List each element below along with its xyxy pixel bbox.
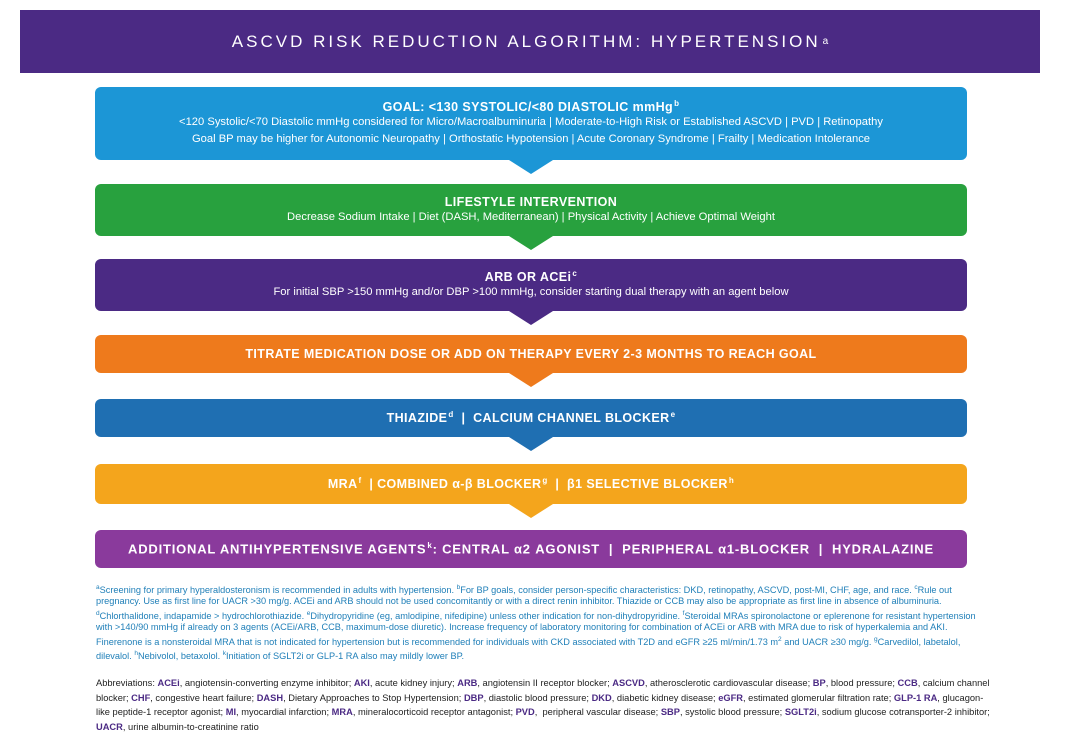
abbr-definition: , angiotensin-converting enzyme inhibitor; [179,678,354,688]
abbr-term: AKI [353,678,370,688]
footnote-b-text: For BP goals, consider person-specific characteristics: DKD, retinopathy, ASCVD, post-MI, CHF, age, and race. [460,585,915,596]
footnote-ref-g: g [542,476,548,486]
abbr-definition: , peripheral vascular disease; [534,707,661,717]
footnote-h-text: Nebivolol, betaxolol. [137,651,223,662]
down-arrow-icon [509,504,553,518]
abbr-term: ACEi [157,678,180,688]
abbr-term: ARB [457,678,478,688]
abbr-term: PVD [515,707,535,717]
footnote-e-text: Dihydropyridine (eg, amlodipine, nifedipine) unless other indication for non-dihydropyridine. [310,610,683,621]
lifestyle-box [95,184,967,236]
abbr-term: DASH [256,692,284,703]
footnote-f-marker: f [682,609,685,617]
lifestyle-heading: LIFESTYLE INTERVENTION [444,194,618,209]
abbr-term: DBP [463,692,484,703]
title-banner [20,10,1040,73]
abbr-definition: , acute kidney injury; [369,678,458,688]
abbr-term: ASCVD [612,678,645,688]
footnote-h-marker: h [134,650,138,658]
additional-label: ADDITIONAL ANTIHYPERTENSIVE AGENTS [128,541,427,557]
lifestyle-line: Decrease Sodium Intake | Diet (DASH, Mediterranean) | Physical Activity | Achieve Optimal Weight [287,210,775,223]
abbr-definition: , sodium glucose cotransporter-2 inhibitor; [816,707,990,717]
mra-blocker-box [95,464,967,504]
thiazide-label: THIAZIDE [386,411,448,426]
footnote-ref-e: e [670,410,676,420]
footnote-c-marker: c [914,584,918,591]
abbr-definition: , calcium channel blocker; [96,678,990,703]
abbreviations-lead: Abbreviations: [96,678,158,688]
abbr-definition: , urine albumin-to-creatinine ratio [122,721,259,732]
additional-agents-list: : CENTRAL α2 AGONIST | PERIPHERAL α1-BLOCKER | HYDRALAZINE [432,541,934,557]
abbr-definition: , mineralocorticoid receptor antagonist; [352,707,516,717]
goal-heading: GOAL: <130 SYSTOLIC/<80 DIASTOLIC mmHg [382,100,674,115]
footnote-d-marker: d [96,609,100,617]
abbr-definition: , blood pressure; [825,678,898,688]
down-arrow-icon [509,236,553,250]
footnote-ref-d: d [448,410,454,420]
footnote-a-text: Screening for primary hyperaldosteronism is recommended in adults with hypertension. [99,585,457,596]
abbr-definition: , Dietary Approaches to Stop Hypertension; [283,692,464,703]
footnote-e-marker: e [306,609,311,617]
abbr-definition: , diastolic blood pressure; [483,692,592,703]
abbr-term: SBP [660,707,680,717]
abbr-term: DKD [591,692,612,703]
mra-label: MRA [327,477,358,492]
abbr-term: UACR [96,721,123,732]
arb-heading: ARB OR ACEi [484,270,572,285]
down-arrow-icon [509,437,553,451]
abbr-term: eGFR [718,692,744,703]
abbr-definition: , myocardial infarction; [236,707,332,717]
footnote-g-text: Carvedilol, labetalol, dilevalol. [96,636,961,662]
arb-line: For initial SBP >150 mmHg and/or DBP >100 mmHg, consider starting dual therapy with an agent below [273,286,789,299]
footnote-k-text: Initiation of SGLT2i or GLP-1 RA also may mildly lower BP. [225,651,465,662]
down-arrow-icon [509,160,553,174]
titrate-heading: TITRATE MEDICATION DOSE OR ADD ON THERAPY EVERY 2-3 MONTHS TO REACH GOAL [245,347,817,361]
abbr-definition: , diabetic kidney disease; [611,692,719,703]
abbr-definition: , atherosclerotic cardiovascular disease; [644,678,813,688]
page-title: ASCVD RISK REDUCTION ALGORITHM: HYPERTENSION [231,31,821,51]
abbr-definition: , congestive heart failure; [150,692,257,703]
abbr-definition: , systolic blood pressure; [679,707,785,717]
abbr-definition: , angiotensin II receptor blocker; [477,678,613,688]
footnote-a-marker: a [96,584,100,591]
abbr-term: MI [225,707,237,717]
titrate-box [95,335,967,373]
abbr-term: BP [812,678,826,688]
abbr-term: MRA [331,707,353,717]
alpha-beta-blocker-label: | COMBINED α-β BLOCKER [361,477,542,492]
abbr-definition: , glucagon-like peptide-1 receptor agonist; [96,692,984,717]
goal-line-1: <120 Systolic/<70 Diastolic mmHg considered for Micro/Macroalbuminuria | Moderate-to-High Risk or Established ASCVD | PVD | Retinopathy [179,116,883,129]
footnote-ref-h: h [728,476,735,486]
footnote-ref-b: b [674,98,680,108]
footnote-f-text-2: and UACR ≥30 mg/g. [781,636,875,647]
goal-box [95,87,967,160]
beta1-blocker-label: | β1 SELECTIVE BLOCKER [547,477,728,492]
footnote-ref-k: k [427,541,433,551]
goal-line-2: Goal BP may be higher for Autonomic Neuropathy | Orthostatic Hypotension | Acute Coronary Syndrome | Frailty | Medication Intolerance [191,133,871,146]
footnote-f-text: Steroidal MRAs spironolactone or eplerenone for resistant hypertension with >140/90 mmHg if already on 3 agents (ACEi/ARB, CCB, maximum-dose diuretic). Increase frequency of laboratory monitoring for combination of ACEi or ARB with MRA due to risk of hyperkalemia and AKI. Finerenone is a nonsteroidal MRA that is not indicated for hypertension but is recommended for individuals with CKD associated with T2D and eGFR ≥25 ml/min/1.73 m [96,610,976,647]
ccb-label: | CALCIUM CHANNEL BLOCKER [453,411,670,426]
abbr-term: CCB [897,678,918,688]
footnote-g-marker: g [874,635,878,643]
footnote-c-text: Rule out pregnancy. Use as first line for UACR >30 mg/g. ACEi and ARB should not be used concomitantly or with a direct renin inhibitor. Thiazide or CCB may also be appropriate as first line in absence of albuminuria. [96,585,952,607]
down-arrow-icon [509,311,553,325]
arb-acei-box [95,259,967,311]
thiazide-ccb-box [95,399,967,437]
footnote-k-marker: k [222,650,226,658]
additional-agents-box [95,530,967,568]
footnote-ref-a: a [822,36,829,47]
abbr-term: CHF [131,692,151,703]
footnote-d-text: Chlorthalidone, indapamide > hydrochlorothiazide. [99,610,307,621]
abbr-term: GLP-1 RA [893,692,938,703]
footnote-ref-c: c [572,268,578,278]
down-arrow-icon [509,373,553,387]
abbreviations [96,676,991,734]
abbr-term: SGLT2i [784,707,817,717]
footnote-f-squared: 2 [778,635,782,643]
footnote-ref-f: f [358,476,362,486]
abbr-definition: , estimated glomerular filtration rate; [743,692,894,703]
footnotes [96,582,991,663]
footnote-b-marker: b [456,584,461,591]
